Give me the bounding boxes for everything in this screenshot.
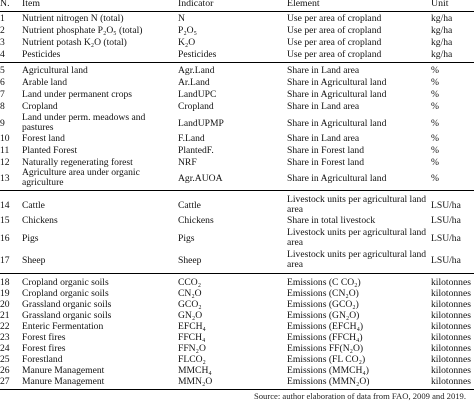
cell-indicator: GCO₂ xyxy=(178,299,202,310)
cell-unit: % xyxy=(431,173,439,184)
cell-item: Chickens xyxy=(22,215,58,226)
cell-unit: % xyxy=(431,145,439,156)
cell-element: Share in Forest land xyxy=(287,145,365,156)
cell-element: Emissions (MMN₂O) xyxy=(287,376,370,387)
group-rule xyxy=(0,273,474,274)
cell-item: Forest fires xyxy=(22,343,66,354)
cell-n: 7 xyxy=(0,89,5,100)
cell-item: Land under permanent crops xyxy=(22,89,133,100)
header-element: Element xyxy=(287,0,320,9)
cell-n: 6 xyxy=(0,77,5,88)
cell-indicator: K₂O xyxy=(178,37,196,48)
cell-item: Pesticides xyxy=(22,49,61,60)
cell-item: Forest fires xyxy=(22,332,66,343)
cell-unit: kilotonnes xyxy=(431,277,471,288)
cell-unit: % xyxy=(431,118,439,129)
cell-element: Emissions (CN₂O) xyxy=(287,288,359,299)
cell-n: 18 xyxy=(0,277,10,288)
cell-element: Share in Agricultural land xyxy=(287,118,387,129)
cell-element: Share in Agricultural land xyxy=(287,89,387,100)
cell-unit: kg/ha xyxy=(431,13,453,24)
cell-item: Agricultural land xyxy=(22,65,88,76)
cell-item: Manure Management xyxy=(22,376,105,387)
cell-element: Use per area of cropland xyxy=(287,25,382,36)
bottom-rule xyxy=(0,389,474,390)
header-rule xyxy=(0,11,474,12)
cell-element: Emissions (GCO₂) xyxy=(287,299,359,310)
cell-item: Nutrient potash K₂O (total) xyxy=(22,37,127,48)
cell-n: 12 xyxy=(0,157,10,168)
cell-element: Livestock units per agricultural land area xyxy=(287,227,427,249)
cell-indicator: FLCO₂ xyxy=(178,354,206,365)
cell-item: Naturally regenerating forest xyxy=(22,157,133,168)
cell-item: Grassland organic soils xyxy=(22,299,112,310)
cell-element: Share in Land area xyxy=(287,65,360,76)
cell-n: 17 xyxy=(0,255,10,266)
cell-indicator: LandUPMP xyxy=(178,118,224,129)
cell-item: Enteric Fermentation xyxy=(22,321,104,332)
cell-item: Planted Forest xyxy=(22,145,78,156)
cell-n: 15 xyxy=(0,215,10,226)
cell-n: 16 xyxy=(0,233,10,244)
cell-element: Emissions (FFCH₄) xyxy=(287,332,363,343)
cell-unit: kilotonnes xyxy=(431,288,471,299)
cell-element: Share in Agricultural land xyxy=(287,173,387,184)
cell-n: 27 xyxy=(0,376,10,387)
header-unit: Unit xyxy=(431,0,449,9)
cell-element: Emissions (GN₂O) xyxy=(287,310,360,321)
cell-unit: % xyxy=(431,101,439,112)
cell-unit: kg/ha xyxy=(431,25,453,36)
cell-n: 26 xyxy=(0,365,10,376)
cell-unit: % xyxy=(431,77,439,88)
cell-indicator: Chickens xyxy=(178,215,214,226)
cell-n: 2 xyxy=(0,25,5,36)
cell-item: Nutrient nitrogen N (total) xyxy=(22,13,124,24)
cell-element: Share in total livestock xyxy=(287,215,376,226)
cell-element: Livestock units per agricultural land area xyxy=(287,194,427,216)
cell-item: Cropland organic soils xyxy=(22,277,109,288)
cell-item: Cropland xyxy=(22,101,58,112)
cell-indicator: EFCH₄ xyxy=(178,321,206,332)
cell-element: Share in Land area xyxy=(287,101,360,112)
group-rule xyxy=(0,62,474,63)
cell-n: 9 xyxy=(0,118,5,129)
group-rule xyxy=(0,190,474,191)
cell-indicator: MMN₂O xyxy=(178,376,213,387)
cell-unit: kilotonnes xyxy=(431,343,471,354)
cell-unit: % xyxy=(431,89,439,100)
cell-indicator: Agr.Land xyxy=(178,65,215,76)
cell-indicator: CCO₂ xyxy=(178,277,202,288)
cell-element: Share in Land area xyxy=(287,133,360,144)
cell-item: Land under perm. meadows and pastures xyxy=(22,112,146,134)
cell-indicator: Ar.Land xyxy=(178,77,210,88)
cell-n: 3 xyxy=(0,37,5,48)
cell-indicator: Cattle xyxy=(178,200,201,211)
source-note: Source: author elaboration of data from FAO, 2009 and 2019. xyxy=(253,391,466,401)
cell-unit: LSU/ha xyxy=(431,200,461,211)
cell-item: Forest land xyxy=(22,133,65,144)
cell-n: 25 xyxy=(0,354,10,365)
cell-element: Share in Forest land xyxy=(287,157,365,168)
cell-unit: kilotonnes xyxy=(431,332,471,343)
cell-unit: % xyxy=(431,65,439,76)
cell-item: Arable land xyxy=(22,77,68,88)
cell-n: 10 xyxy=(0,133,10,144)
cell-indicator: N xyxy=(178,13,185,24)
cell-n: 4 xyxy=(0,49,5,60)
cell-indicator: GN₂O xyxy=(178,310,203,321)
cell-unit: LSU/ha xyxy=(431,215,461,226)
cell-indicator: Pesticides xyxy=(178,49,217,60)
cell-unit: kilotonnes xyxy=(431,376,471,387)
cell-element: Emissions (FL CO₂) xyxy=(287,354,366,365)
cell-indicator: MMCH₄ xyxy=(178,365,212,376)
cell-indicator: Cropland xyxy=(178,101,214,112)
cell-n: 11 xyxy=(0,145,10,156)
cell-item: Grassland organic soils xyxy=(22,310,112,321)
cell-item: Pigs xyxy=(22,233,39,244)
header-n: N. xyxy=(0,0,10,9)
cell-unit: kilotonnes xyxy=(431,299,471,310)
cell-n: 19 xyxy=(0,288,10,299)
cell-indicator: F.Land xyxy=(178,133,205,144)
cell-unit: % xyxy=(431,157,439,168)
cell-unit: kg/ha xyxy=(431,37,453,48)
header-item: Item xyxy=(22,0,40,9)
cell-unit: kilotonnes xyxy=(431,310,471,321)
cell-element: Emissions (EFCH₄) xyxy=(287,321,364,332)
cell-n: 1 xyxy=(0,13,5,24)
cell-element: Use per area of cropland xyxy=(287,49,382,60)
cell-item: Cattle xyxy=(22,200,45,211)
cell-item: Nutrient phosphate P₂O₅ (total) xyxy=(22,25,143,36)
cell-unit: % xyxy=(431,133,439,144)
cell-indicator: Agr.AUOA xyxy=(178,173,223,184)
cell-element: Livestock units per agricultural land area xyxy=(287,249,427,271)
cell-element: Use per area of cropland xyxy=(287,13,382,24)
cell-indicator: Sheep xyxy=(178,255,202,266)
cell-element: Use per area of cropland xyxy=(287,37,382,48)
cell-n: 13 xyxy=(0,173,10,184)
cell-n: 20 xyxy=(0,299,10,310)
cell-indicator: LandUPC xyxy=(178,89,217,100)
cell-indicator: CN₂O xyxy=(178,288,202,299)
cell-item: Sheep xyxy=(22,255,46,266)
cell-n: 22 xyxy=(0,321,10,332)
cell-unit: LSU/ha xyxy=(431,233,461,244)
cell-item: Agriculture area under organic agriculture xyxy=(22,167,140,189)
cell-element: Emissions (MMCH₄) xyxy=(287,365,369,376)
cell-unit: kilotonnes xyxy=(431,354,471,365)
cell-element: Emissions FF(N₂O) xyxy=(287,343,364,354)
header-indicator: Indicator xyxy=(178,0,214,9)
cell-indicator: FFN₂O xyxy=(178,343,206,354)
cell-n: 21 xyxy=(0,310,10,321)
cell-n: 8 xyxy=(0,101,5,112)
cell-n: 23 xyxy=(0,332,10,343)
cell-indicator: FFCH₄ xyxy=(178,332,206,343)
cell-indicator: PlantedF. xyxy=(178,145,214,156)
cell-n: 24 xyxy=(0,343,10,354)
cell-item: Manure Management xyxy=(22,365,105,376)
cell-unit: kg/ha xyxy=(431,49,453,60)
cell-indicator: P₂O₅ xyxy=(178,25,197,36)
cell-unit: kilotonnes xyxy=(431,365,471,376)
cell-item: Cropland organic soils xyxy=(22,288,109,299)
cell-unit: LSU/ha xyxy=(431,255,461,266)
cell-unit: kilotonnes xyxy=(431,321,471,332)
cell-indicator: Pigs xyxy=(178,233,195,244)
cell-indicator: NRF xyxy=(178,157,197,168)
cell-item: Forestland xyxy=(22,354,63,365)
cell-element: Emissions (C CO₂) xyxy=(287,277,361,288)
cell-n: 14 xyxy=(0,200,10,211)
cell-element: Share in Agricultural land xyxy=(287,77,387,88)
cell-n: 5 xyxy=(0,65,5,76)
